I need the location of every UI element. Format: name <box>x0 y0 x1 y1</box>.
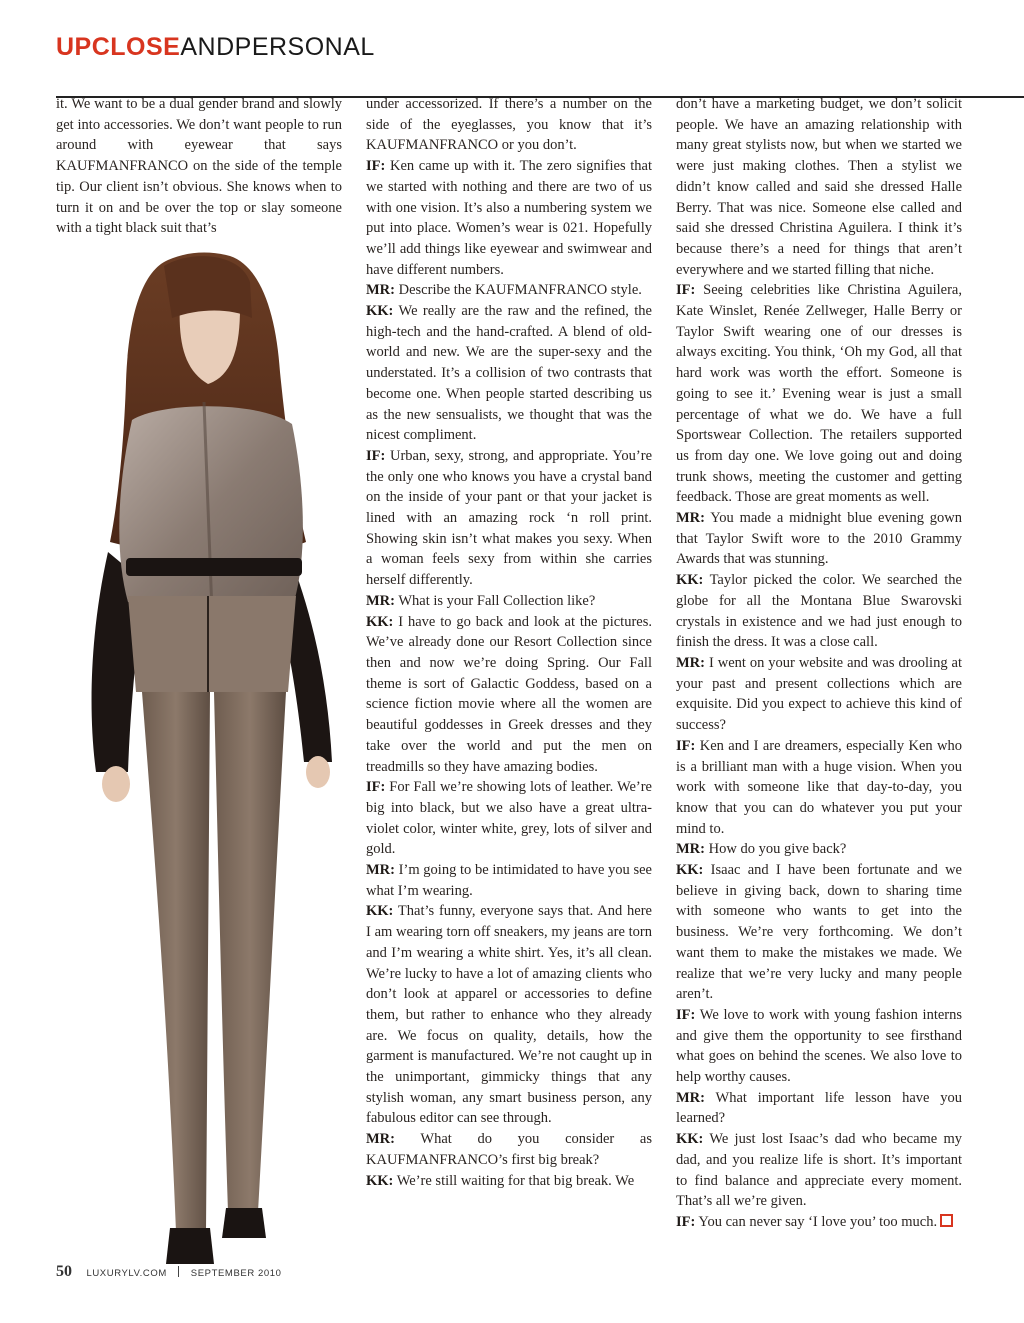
article-paragraph <box>366 280 652 301</box>
paragraph-text: Isaac and I have been fortunate and we believe in giving back, down to sharing time with someone who wants to get into the business. We’re very forthcoming. We don’t want them to make the mistakes we made. We realize that we’re very lucky and many people aren’t. <box>676 862 962 1003</box>
paragraph-text: Ken and I are dreamers, especially Ken who is a brilliant man with a huge vision. When you work with someone like that day-to-day, you know that you can do whatever you put your mind to. <box>676 737 962 837</box>
article-column-1 <box>56 94 342 239</box>
article-paragraph <box>366 591 652 612</box>
paragraph-text: We really are the raw and the refined, the high-tech and the hand-crafted. A blend of old-world and new. We are the super-sexy and the understated. It’s a collision of two contrasts that become one. When people started describing us as the new sensualists, we thought that was the nicest compliment. <box>366 303 652 444</box>
article-paragraph <box>676 94 962 280</box>
speaker-label: MR: <box>366 282 395 299</box>
article-paragraph <box>366 156 652 280</box>
section-title <box>56 32 375 62</box>
article-paragraph <box>366 860 652 901</box>
speaker-label: IF: <box>676 1213 696 1230</box>
paragraph-text: I have to go back and look at the pictures. We’ve already done our Resort Collection since then and now we’re doing Spring. Our Fall theme is sort of Galactic Goddess, based on a science fiction movie where all the women are beautiful goddesses in Greek dresses and they take over the world and put the men on treadmills so they have amazing bodies. <box>366 613 652 775</box>
paragraph-text: I’m going to be intimidated to have you see what I’m wearing. <box>366 862 652 899</box>
article-paragraph <box>676 1129 962 1212</box>
article-paragraph <box>676 508 962 570</box>
article-paragraph <box>366 446 652 591</box>
paragraph-text: For Fall we’re showing lots of leather. We’re big into black, but we also have a great ultra-violet color, winter white, grey, lots of silver and gold. <box>366 779 652 858</box>
paragraph-text: You can never say ‘I love you’ too much. <box>695 1213 938 1230</box>
paragraph-text: What is your Fall Collection like? <box>395 592 596 609</box>
article-column-3 <box>676 94 962 1233</box>
paragraph-text: Describe the KAUFMANFRANCO style. <box>395 282 642 299</box>
speaker-label: KK: <box>676 862 704 879</box>
paragraph-text: How do you give back? <box>705 841 847 858</box>
article-paragraph <box>366 1171 652 1192</box>
page-footer <box>56 1263 282 1285</box>
paragraph-text: under accessorized. If there’s a number on the side of the eyeglasses, you know that it’s KAUFMANFRANCO or you don’t. <box>366 96 652 154</box>
paragraph-text: Seeing celebrities like Christina Aguilera, Kate Winslet, Renée Zellweger, Halle Berry or Taylor Swift wearing one of our dresses is always exciting. You think, ‘Oh my God, all that hard work was worth the effort. Someone is going to see it.’ Evening wear is just a small percentage of what we do. We have a full Sportswear Collection. The retailers supported us from day one. We love going out and doing trunk shows, meeting the customer and getting feedback. Those are great moments as well. <box>676 282 962 506</box>
speaker-label: KK: <box>366 613 394 630</box>
speaker-label: KK: <box>676 572 704 589</box>
section-title-rest: ANDPERSONAL <box>180 33 375 61</box>
paragraph-text: What do you consider as KAUFMANFRANCO’s first big break? <box>366 1131 652 1168</box>
article-paragraph <box>676 1088 962 1129</box>
paragraph-text: Taylor picked the color. We searched the globe for all the Montana Blue Swarovski crystals in existence and we had just enough to finish the dress. It was a close call. <box>676 572 962 651</box>
speaker-label: MR: <box>676 1089 705 1106</box>
paragraph-text: You made a midnight blue evening gown that Taylor Swift wore to the 2010 Grammy Awards that was stunning. <box>676 510 962 568</box>
speaker-label: IF: <box>676 282 696 299</box>
paragraph-text: Ken came up with it. The zero signifies that we started with nothing and there are two of us with one vision. It’s also a numbering system we put into place. Women’s wear is 021. Hopefully we’ll add things like eyewear and swimwear and have different numbers. <box>366 158 652 278</box>
paragraph-text: Urban, sexy, strong, and appropriate. You’re the only one who knows you have a crystal band on the inside of your pant or that your jacket is lined with an amazing rock ‘n roll print. Showing skin isn’t what makes you sexy. When a woman feels sexy from within she carries herself differently. <box>366 447 652 589</box>
speaker-label: MR: <box>676 654 705 671</box>
article-column-2 <box>366 94 652 1191</box>
page-header <box>56 32 1024 68</box>
article-paragraph <box>676 839 962 860</box>
speaker-label: KK: <box>366 1172 394 1189</box>
article-paragraph <box>676 653 962 736</box>
article-paragraph <box>366 777 652 860</box>
paragraph-text: What important life lesson have you learned? <box>676 1089 962 1127</box>
article-paragraph <box>676 1005 962 1088</box>
paragraph-text: We love to work with young fashion interns and give them the opportunity to see firsthand what goes on behind the scenes. We also love to help worthy causes. <box>676 1006 962 1086</box>
paragraph-text: it. We want to be a dual gender brand and slowly get into accessories. We don’t want people to run around with eyewear that says KAUFMANFRANCO on the side of the temple tip. Our client isn’t obvious. She knows when to turn it on and be over the top or slay someone with a tight black suit that’s <box>56 96 342 237</box>
article-paragraph <box>366 612 652 778</box>
speaker-label: IF: <box>366 158 386 175</box>
page-number: 50 <box>56 1263 72 1280</box>
speaker-label: KK: <box>366 303 394 320</box>
article-paragraph <box>676 860 962 1005</box>
end-of-article-icon <box>940 1214 953 1227</box>
speaker-label: KK: <box>366 903 394 920</box>
section-title-accent: UPCLOSE <box>56 33 181 61</box>
article-paragraph <box>366 901 652 1129</box>
paragraph-text: I went on your website and was drooling at your past and present collections which are exquisite. Did you expect to achieve this kind of success? <box>676 654 962 734</box>
model-photo <box>80 252 348 1272</box>
paragraph-text: That’s funny, everyone says that. And here I am wearing torn off sneakers, my jeans are torn and I’m wearing a white shirt. Yes, it’s all clean. We’re lucky to have a lot of amazing clients who don’t look at apparel or accessories to define them, but rather to enhance who they already are. We focus on quality, details, how the garment is manufactured. We’re not caught up in the unimportant, gimmicky things that any stylish woman, any smart business person, any fabulous editor can see through. <box>366 903 652 1127</box>
article-paragraph <box>676 570 962 653</box>
speaker-label: KK: <box>676 1131 704 1148</box>
paragraph-text: don’t have a marketing budget, we don’t solicit people. We have an amazing relationship with many great stylists now, but when we started we were just making clothes. Then a stylist we didn’t know called and said she dressed Halle Berry. That was nice. Someone else called and said she dressed Christina Aguilera. I think it’s because there’s a need for things that aren’t everywhere and we started filling that niche. <box>676 96 962 278</box>
article-paragraph <box>366 1129 652 1170</box>
speaker-label: IF: <box>676 737 696 754</box>
speaker-label: MR: <box>676 510 705 527</box>
article-paragraph <box>366 301 652 446</box>
speaker-label: MR: <box>366 1131 395 1148</box>
speaker-label: MR: <box>366 592 395 609</box>
article-paragraph <box>676 280 962 508</box>
article-paragraph <box>366 94 652 156</box>
article-paragraph <box>676 1212 962 1233</box>
footer-issue: SEPTEMBER 2010 <box>190 1268 282 1279</box>
paragraph-text: We’re still waiting for that big break. We <box>393 1172 635 1189</box>
paragraph-text: We just lost Isaac’s dad who became my dad, and you realize life is short. It’s important to find balance and appreciate every moment. That’s all we’re given. <box>676 1131 962 1210</box>
footer-divider <box>178 1266 179 1277</box>
article-paragraph <box>676 736 962 840</box>
speaker-label: IF: <box>366 779 386 796</box>
speaker-label: IF: <box>676 1006 696 1023</box>
speaker-label: MR: <box>366 862 395 879</box>
speaker-label: MR: <box>676 841 705 858</box>
footer-site: LUXURYLV.COM <box>86 1268 167 1279</box>
speaker-label: IF: <box>366 447 386 464</box>
article-paragraph <box>56 94 342 239</box>
